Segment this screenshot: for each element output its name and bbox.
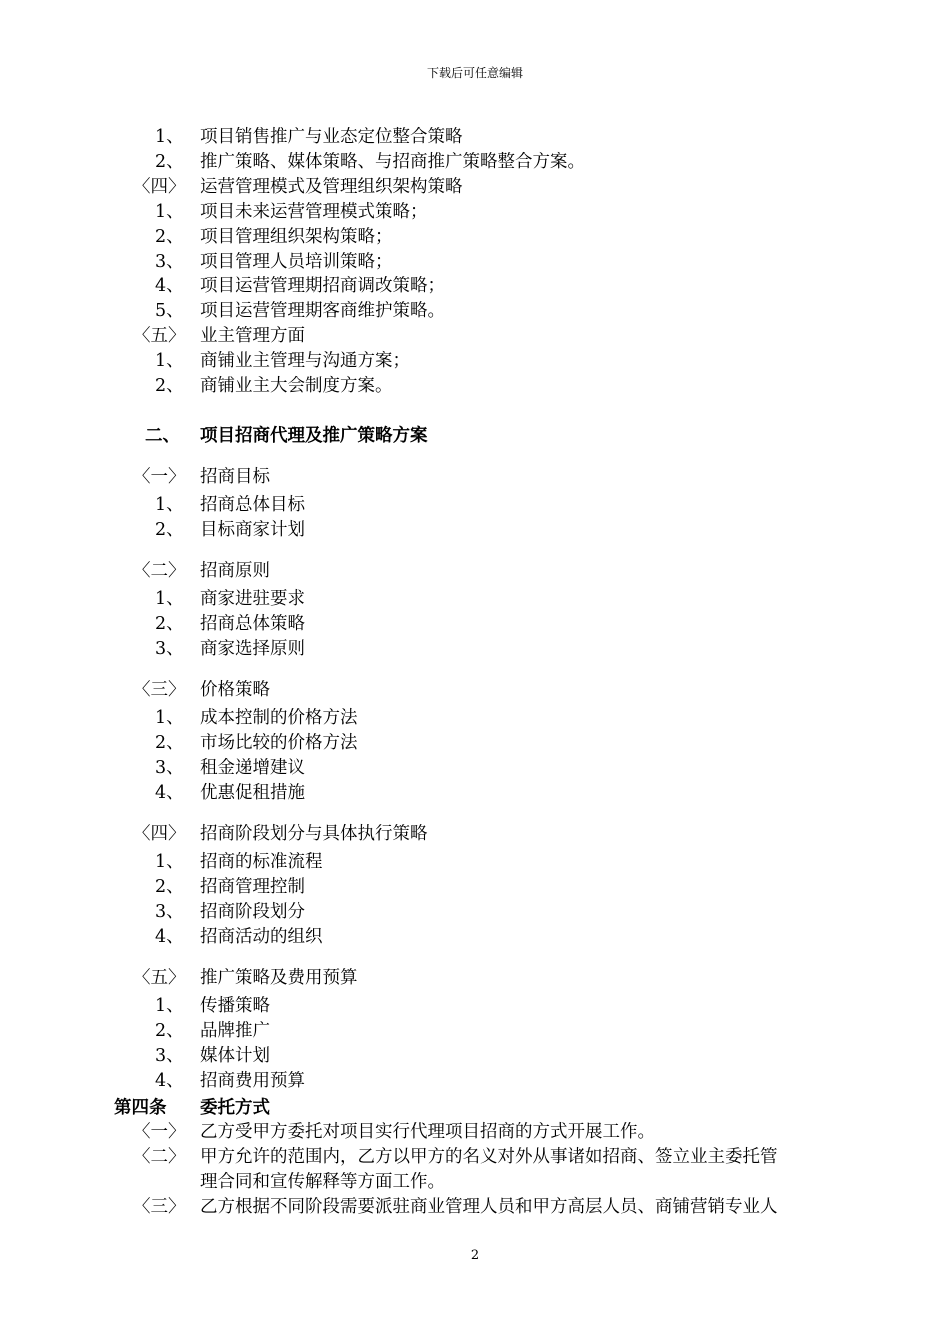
item-number: 1、 [155,589,184,609]
item-number: 1、 [155,202,184,222]
item-text: 招商管理控制 [200,877,305,897]
clause-text: 乙方受甲方委托对项目实行代理项目招商的方式开展工作。 [200,1122,655,1142]
item-number: 4、 [155,1071,184,1091]
item-text: 项目管理组织架构策略； [200,227,393,247]
item-number: 5、 [155,301,184,321]
item-text: 招商费用预算 [200,1071,305,1091]
item-text: 成本控制的价格方法 [200,708,358,728]
item-text: 招商活动的组织 [200,927,323,947]
section-title: 运营管理模式及管理组织架构策略 [200,177,463,197]
item-number: 4、 [155,276,184,296]
item-number: 3、 [155,758,184,778]
item-text: 项目管理人员培训策略； [200,252,393,272]
section-title: 招商阶段划分与具体执行策略 [200,824,428,844]
item-number: 3、 [155,252,184,272]
section-title: 推广策略及费用预算 [200,968,358,988]
item-number: 3、 [155,902,184,922]
clause-text: 理合同和宣传解释等方面工作。 [200,1172,445,1192]
item-number: 1、 [155,351,184,371]
section-number: 〈一〉 [133,467,186,487]
item-number: 1、 [155,708,184,728]
section-number: 〈五〉 [133,326,186,346]
section-number: 〈四〉 [133,177,186,197]
item-text: 市场比较的价格方法 [200,733,358,753]
item-text: 商家进驻要求 [200,589,305,609]
section-number: 〈三〉 [133,680,186,700]
item-number: 1、 [155,996,184,1016]
item-text: 项目运营管理期客商维护策略。 [200,301,445,321]
item-number: 2、 [155,614,184,634]
clause-number: 〈二〉 [133,1147,186,1167]
item-number: 2、 [155,877,184,897]
item-text: 项目运营管理期招商调改策略； [200,276,445,296]
item-number: 3、 [155,1046,184,1066]
clause-text: 乙方根据不同阶段需要派驻商业管理人员和甲方高层人员、商铺营销专业人 [200,1197,778,1217]
item-number: 4、 [155,927,184,947]
item-text: 商铺业主大会制度方案。 [200,376,393,396]
item-text: 推广策略、媒体策略、与招商推广策略整合方案。 [200,152,585,172]
item-number: 1、 [155,495,184,515]
section-title: 招商原则 [200,561,270,581]
item-text: 招商阶段划分 [200,902,305,922]
item-number: 1、 [155,127,184,147]
item-number: 2、 [155,152,184,172]
section-title: 招商目标 [200,467,270,487]
item-text: 租金递增建议 [200,758,305,778]
item-text: 优惠促租措施 [200,783,305,803]
item-text: 目标商家计划 [200,520,305,540]
page-header: 下载后可任意编辑 [426,66,523,80]
section-title: 业主管理方面 [200,326,305,346]
item-text: 商家选择原则 [200,639,305,659]
item-text: 招商总体目标 [200,495,305,515]
section-number: 〈五〉 [133,968,186,988]
article-title: 委托方式 [200,1098,270,1118]
item-text: 媒体计划 [200,1046,270,1066]
item-text: 项目未来运营管理模式策略； [200,202,428,222]
item-number: 4、 [155,783,184,803]
item-number: 2、 [155,1021,184,1041]
article-number: 第四条 [114,1098,167,1118]
clause-number: 〈一〉 [133,1122,186,1142]
clause-number: 〈三〉 [133,1197,186,1217]
item-number: 2、 [155,227,184,247]
item-text: 项目销售推广与业态定位整合策略 [200,127,463,147]
item-text: 招商的标准流程 [200,852,323,872]
item-text: 商铺业主管理与沟通方案； [200,351,410,371]
chapter-title: 项目招商代理及推广策略方案 [200,426,428,446]
section-title: 价格策略 [200,680,270,700]
item-text: 招商总体策略 [200,614,305,634]
clause-text: 甲方允许的范围内，乙方以甲方的名义对外从事诸如招商、签立业主委托管 [200,1147,778,1167]
chapter-number: 二、 [145,426,180,446]
item-number: 1、 [155,852,184,872]
item-number: 3、 [155,639,184,659]
page-number: 2 [470,1248,480,1263]
item-number: 2、 [155,376,184,396]
section-number: 〈四〉 [133,824,186,844]
item-text: 传播策略 [200,996,270,1016]
section-number: 〈二〉 [133,561,186,581]
item-number: 2、 [155,733,184,753]
item-number: 2、 [155,520,184,540]
item-text: 品牌推广 [200,1021,270,1041]
